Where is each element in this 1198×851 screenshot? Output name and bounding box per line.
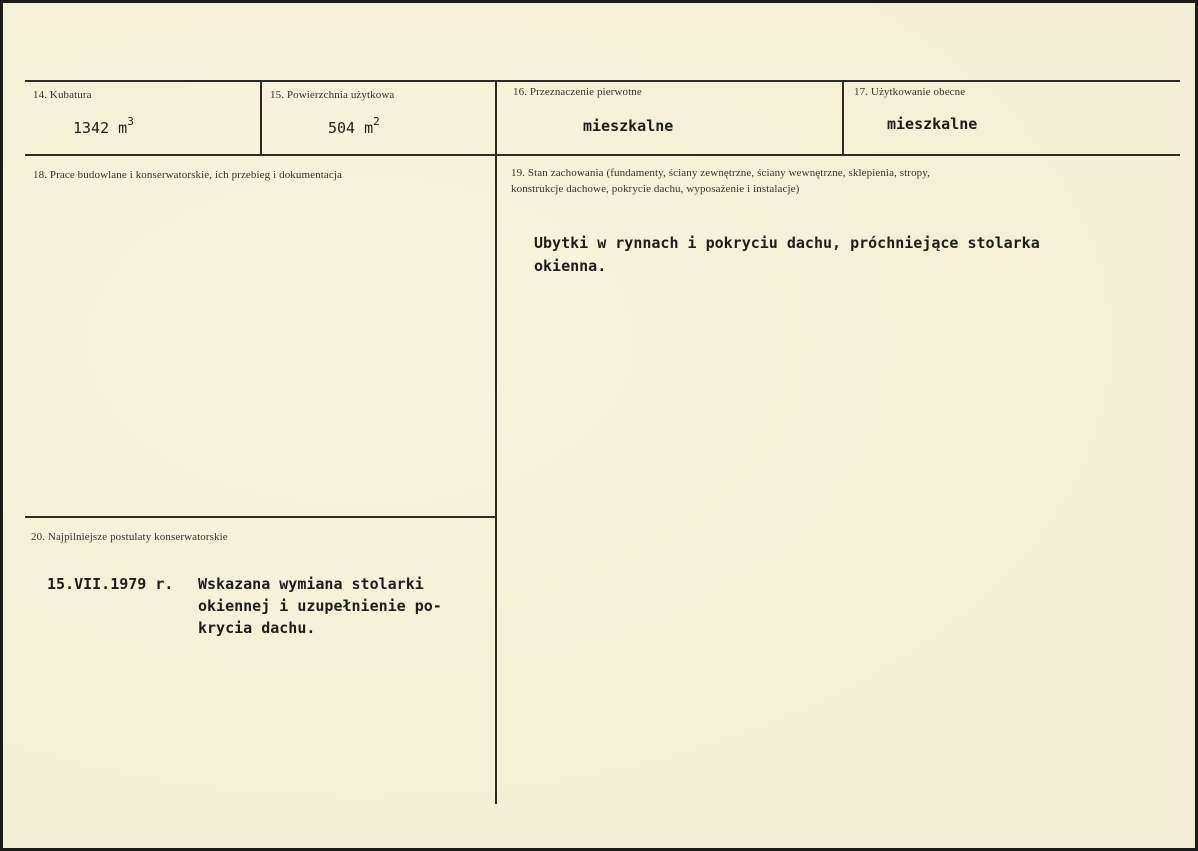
field-20-date: 15.VII.1979 r. — [47, 575, 174, 593]
field-20-text-line3: krycia dachu. — [198, 619, 316, 637]
field-16-value: mieszkalne — [583, 117, 674, 135]
field-20-label: 20. Najpilniejsze postulaty konserwatorskie — [31, 531, 228, 543]
field-20-text-line1: Wskazana wymiana stolarki — [198, 575, 424, 593]
kubatura-unit: m — [118, 119, 128, 137]
field-14-label: 14. Kubatura — [33, 89, 92, 101]
field-16-label: 16. Przeznaczenie pierwotne — [513, 86, 642, 98]
field-18-label: 18. Prace budowlane i konserwatorskie, ich przebieg i dokumentacja — [33, 169, 342, 181]
divider-14-15 — [260, 80, 262, 156]
top-rule — [25, 80, 1180, 82]
field-15-value — [328, 117, 380, 137]
field-17-label: 17. Użytkowanie obecne — [854, 86, 966, 98]
divider-18-20 — [25, 516, 497, 518]
field-20-text-line2: okiennej i uzupełnienie po- — [198, 597, 442, 615]
divider-16-17 — [842, 80, 844, 156]
field-19-text-line1: Ubytki w rynnach i pokryciu dachu, próchniejące stolarka — [534, 234, 1040, 252]
field-19-text-line2: okienna. — [534, 257, 607, 275]
kubatura-number: 1342 — [73, 119, 110, 137]
area-unit: m — [364, 119, 374, 137]
divider-15-16 — [495, 80, 497, 804]
area-number: 504 — [328, 119, 356, 137]
area-exponent: 2 — [373, 115, 380, 128]
kubatura-exponent: 3 — [127, 115, 134, 128]
field-15-label: 15. Powierzchnia użytkowa — [270, 89, 395, 101]
field-17-value: mieszkalne — [887, 115, 978, 133]
field-19-label-line1: 19. Stan zachowania (fundamenty, ściany zewnętrzne, ściany wewnętrzne, sklepienia, stropy, — [511, 167, 931, 179]
field-14-value — [73, 117, 134, 137]
header-bottom-rule — [25, 154, 1180, 156]
field-19-label-line2: konstrukcje dachowe, pokrycie dachu, wyposażenie i instalacje) — [511, 183, 800, 195]
record-card — [3, 3, 1195, 848]
